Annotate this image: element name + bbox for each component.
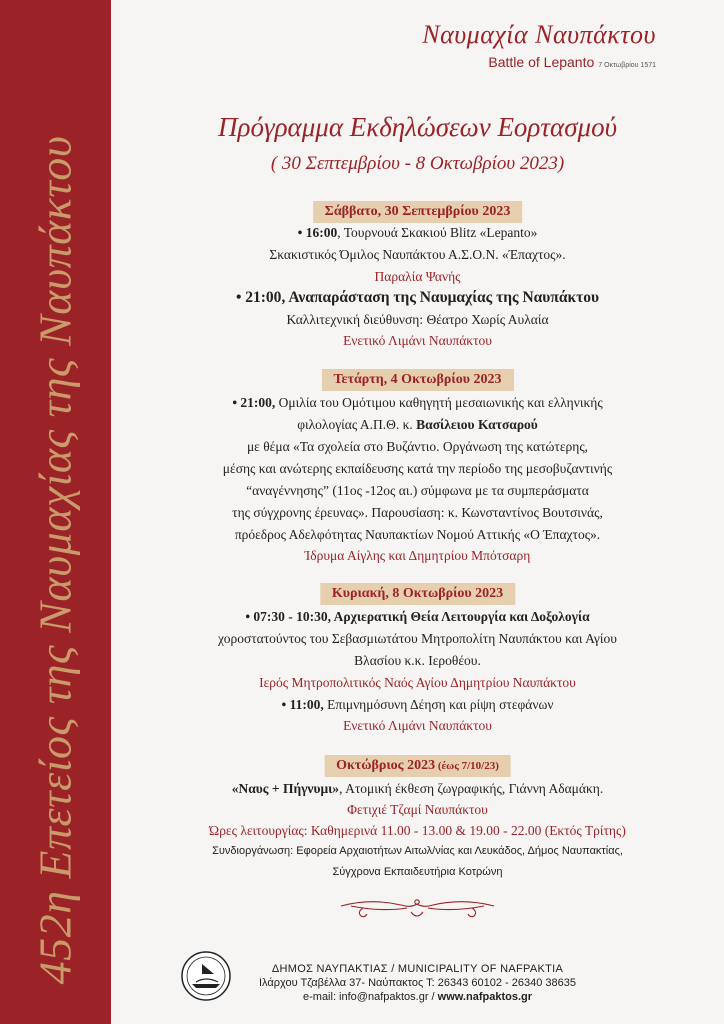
event-line — [111, 417, 724, 433]
event-text: Επιμνημόσυνη Δέηση και ρίψη στεφάνων — [323, 697, 554, 712]
day-label: Οκτώβριος 2023 — [336, 758, 436, 773]
event-line: χοροστατούντος του Σεβασμιωτάτου Μητροπολίτη Ναυπάκτου και Αγίου — [218, 631, 617, 646]
event-venue: Ενετικό Λιμάνι Ναυπάκτου — [343, 718, 492, 733]
event-line — [111, 289, 724, 307]
day-band-saturday: Σάββατο, 30 Σεπτεμβρίου 2023 — [313, 201, 523, 223]
opening-hours: Ώρες λειτουργίας: Καθημερινά 11.00 - 13.00 & 19.00 - 22.00 (Εκτός Τρίτης) — [209, 823, 626, 838]
program-dates: ( 30 Σεπτεμβρίου - 8 Οκτωβρίου 2023) — [270, 153, 565, 174]
header-subtitle-text: Battle of Lepanto — [488, 54, 595, 70]
event-venue: Ενετικό Λιμάνι Ναυπάκτου — [343, 333, 492, 348]
day-band-sunday: Κυριακή, 8 Οκτωβρίου 2023 — [320, 583, 515, 605]
event-line — [111, 781, 724, 797]
event-line — [111, 225, 724, 241]
footer-contact — [111, 991, 724, 1003]
event-time: • 21:00 — [235, 289, 282, 306]
sidebar — [0, 0, 111, 1024]
day-band-october — [324, 755, 511, 777]
event-line — [111, 697, 724, 713]
header-subtitle — [488, 54, 656, 70]
header-date: 7 Οκτωβρίου 1571 — [598, 62, 656, 69]
ornament-icon — [111, 890, 724, 930]
speaker-name: Βασίλειου Κατσαρού — [416, 417, 538, 432]
event-text: • 07:30 - 10:30, Αρχιερατική Θεία Λειτουργία και Δοξολογία — [245, 609, 590, 624]
event-line: Βλασίου κ.κ. Ιεροθέου. — [354, 653, 481, 668]
event-text: Ομιλία του Ομότιμου καθηγητή μεσαιωνικής και ελληνικής — [275, 395, 603, 410]
event-line: Σκακιστικός Όμιλος Ναυπάκτου Α.Σ.Ο.Ν. «Έπαχτος». — [269, 247, 566, 262]
event-time: • 21:00, — [232, 395, 276, 410]
event-line: μέσης και ανώτερης εκπαίδευσης κατά την περίοδο της μεσοβυζαντινής — [222, 461, 613, 476]
event-time: • 16:00 — [297, 225, 338, 240]
footer-website-link[interactable]: www.nafpaktos.gr — [437, 991, 532, 1003]
event-line: “αναγέννησης” (11ος -12ος αι.) σύμφωνα με τα συμπεράσματα — [246, 483, 589, 498]
event-venue: Παραλία Ψανής — [374, 269, 461, 284]
header-title: Ναυμαχία Ναυπάκτου — [422, 20, 656, 49]
footer-email: e-mail: info@nafpaktos.gr / — [303, 991, 438, 1003]
event-text: , Αναπαράσταση της Ναυμαχίας της Ναυπάκτου — [281, 289, 600, 306]
event-venue: Ίδρυμα Αίγλης και Δημητρίου Μπότσαρη — [304, 548, 531, 563]
program-title: Πρόγραμμα Εκδηλώσεων Εορτασμού — [218, 112, 617, 142]
event-time: • 11:00, — [281, 697, 324, 712]
event-line: Καλλιτεχνική διεύθυνση: Θέατρο Χωρίς Αυλαία — [286, 312, 549, 327]
event-line: πρόεδρος Αδελφότητας Ναυπακτίων Νομού Αττικής «Ο Έπαχτος». — [234, 527, 601, 542]
footer-address: Ιλάρχου Τζαβέλλα 37- Ναύπακτος Τ: 26343 60102 - 26340 38635 — [258, 977, 577, 989]
day-band-wednesday: Τετάρτη, 4 Οκτωβρίου 2023 — [321, 369, 513, 391]
exhibition-title: «Ναυς + Πήγνυμι» — [231, 781, 340, 796]
day-note: (έως 7/10/23) — [435, 760, 499, 772]
event-text: , Τουρνουά Σκακιού Blitz «Lepanto» — [337, 225, 538, 240]
event-venue: Ιερός Μητροπολιτικός Ναός Αγίου Δημητρίου Ναυπάκτου — [259, 675, 576, 690]
sidebar-label: 452η Επετείος της Ναυμαχίας της Ναυπάκτου — [29, 135, 81, 985]
event-line: της σύγχρονης έρευνας». Παρουσίαση: κ. Κωνσταντίνος Βουτσινάς, — [232, 505, 603, 520]
event-text: φιλολογίας Α.Π.Θ. κ. — [297, 417, 417, 432]
event-line — [111, 395, 724, 411]
event-venue: Φετιχιέ Τζαμί Ναυπάκτου — [347, 802, 488, 817]
footer-municipality: ΔΗΜΟΣ ΝΑΥΠΑΚΤΙΑΣ / MUNICIPALITY OF NAFPAKTIA — [271, 963, 564, 975]
co-organizers-cont: Σύγχρονα Εκπαιδευτήρια Κοτρώνη — [332, 866, 503, 878]
event-text: , Ατομική έκθεση ζωγραφικής, Γιάννη Αδαμάκη. — [339, 781, 604, 796]
event-line: με θέμα «Τα σχολεία στο Βυζάντιο. Οργάνωση της κατώτερης, — [246, 439, 589, 454]
co-organizers: Συνδιοργάνωση: Εφορεία Αρχαιοτήτων Αιτωλ/νίας και Λευκάδος, Δήμος Ναυπακτίας, — [212, 845, 623, 857]
ornament-divider — [111, 890, 724, 930]
event-line — [111, 609, 724, 625]
